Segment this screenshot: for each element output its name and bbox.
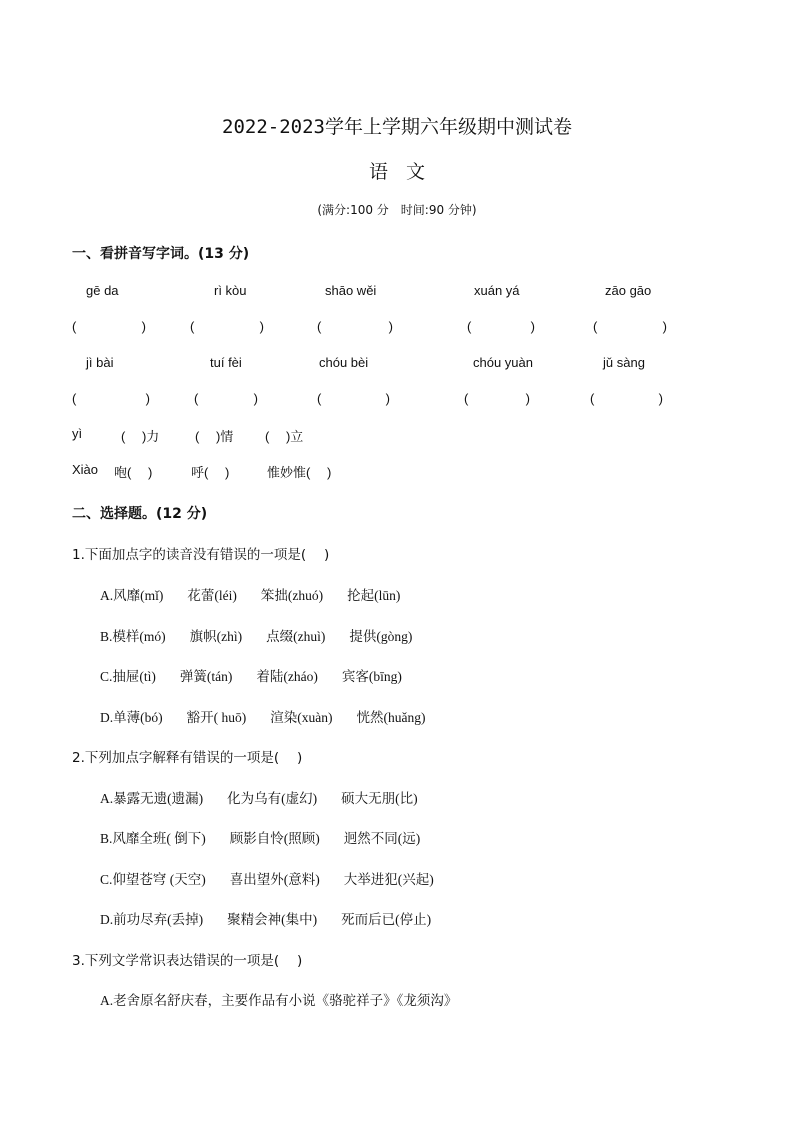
option-row[interactable] (100, 908, 455, 928)
option-word: A.风靡(mǐ) (100, 588, 164, 603)
option-word: 迥然不同(远) (343, 831, 421, 846)
pinyin-item: zāo gāo (605, 283, 652, 298)
section2-heading: 二、选择题。(12 分) (72, 506, 208, 522)
option-row[interactable] (100, 787, 442, 807)
option-word: 喜出望外(意料) (229, 872, 320, 887)
option-word: 旗帜(zhì) (189, 629, 243, 644)
xiao-label: Xiào (72, 462, 99, 477)
option-word: 渲染(xuàn) (270, 710, 333, 725)
exam-meta: (满分:100 分 时间:90 分钟) (317, 203, 477, 217)
option-word: 抡起(lūn) (347, 588, 401, 603)
subject-title: 语文 (368, 161, 443, 183)
option-row[interactable] (100, 868, 458, 888)
option-word: 聚精会神(集中) (227, 912, 318, 927)
option-word: C.仰望苍穹 (天空) (100, 872, 206, 887)
fill-item[interactable]: ( )立 (265, 429, 304, 444)
option-word: B.风靡全班( 倒下) (100, 831, 206, 846)
option-word: 宾客(bīng) (341, 669, 402, 684)
pinyin-item: jì bài (86, 355, 114, 370)
pinyin-item: gē da (86, 283, 119, 298)
option-word: 笨拙(zhuó) (260, 588, 324, 603)
fill-item[interactable]: ( )情 (195, 429, 234, 444)
option-word: 化为乌有(虚幻) (227, 791, 318, 806)
pinyin-item: chóu bèi (319, 355, 369, 370)
option-word: 顾影自怜(照顾) (229, 831, 320, 846)
pinyin-item: tuí fèi (210, 355, 242, 370)
option-word: 点缀(zhuì) (266, 629, 326, 644)
option-word: D.单薄(bó) (100, 710, 163, 725)
option-word: 死而后已(停止) (341, 912, 432, 927)
option-row[interactable] (100, 827, 444, 847)
question-stem: 2.下列加点字解释有错误的一项是( ) (72, 750, 303, 766)
option-row[interactable] (100, 989, 481, 1009)
option-word: D.前功尽弃(丢掉) (100, 912, 204, 927)
pinyin-item: shāo wěi (325, 283, 377, 298)
fill-item[interactable]: 惟妙惟( ) (267, 465, 332, 480)
option-word: A.暴露无遗(遗漏) (100, 791, 204, 806)
pinyin-item: jǔ sàng (603, 355, 645, 370)
pinyin-item: chóu yuàn (473, 355, 533, 370)
option-word: 着陆(zháo) (256, 669, 318, 684)
option-word: 花蕾(léi) (187, 588, 237, 603)
option-row[interactable] (100, 665, 426, 685)
option-word: 提供(gòng) (349, 629, 413, 644)
question-stem: 1.下面加点字的读音没有错误的一项是( ) (72, 547, 330, 563)
question-stem: 3.下列文学常识表达错误的一项是( ) (72, 953, 303, 969)
pinyin-item: xuán yá (474, 283, 520, 298)
option-word: 弹簧(tán) (179, 669, 233, 684)
yi-label: yì (72, 426, 83, 441)
option-word: 豁开( huō) (186, 710, 247, 725)
option-word: 大举进犯(兴起) (343, 872, 434, 887)
option-word: 恍然(huǎng) (356, 710, 426, 725)
option-row[interactable] (100, 706, 449, 726)
option-word: 硕大无朋(比) (341, 791, 418, 806)
fill-item[interactable]: ( )力 (121, 429, 160, 444)
option-word: C.抽屉(tì) (100, 669, 156, 684)
option-row[interactable] (100, 584, 424, 604)
pinyin-item: rì kòu (214, 283, 247, 298)
option-word: B.模样(mó) (100, 629, 166, 644)
fill-item[interactable]: 咆( ) (114, 465, 153, 480)
fill-item[interactable]: 呼( ) (191, 465, 230, 480)
option-text: A.老舍原名舒庆春，主要作品有小说《骆驼祥子》《龙须沟》 (100, 993, 458, 1008)
section1-heading: 一、看拼音写字词。(13 分) (72, 246, 250, 262)
page-title: 2022-2023学年上学期六年级期中测试卷 (222, 116, 572, 138)
option-row[interactable] (100, 625, 436, 645)
